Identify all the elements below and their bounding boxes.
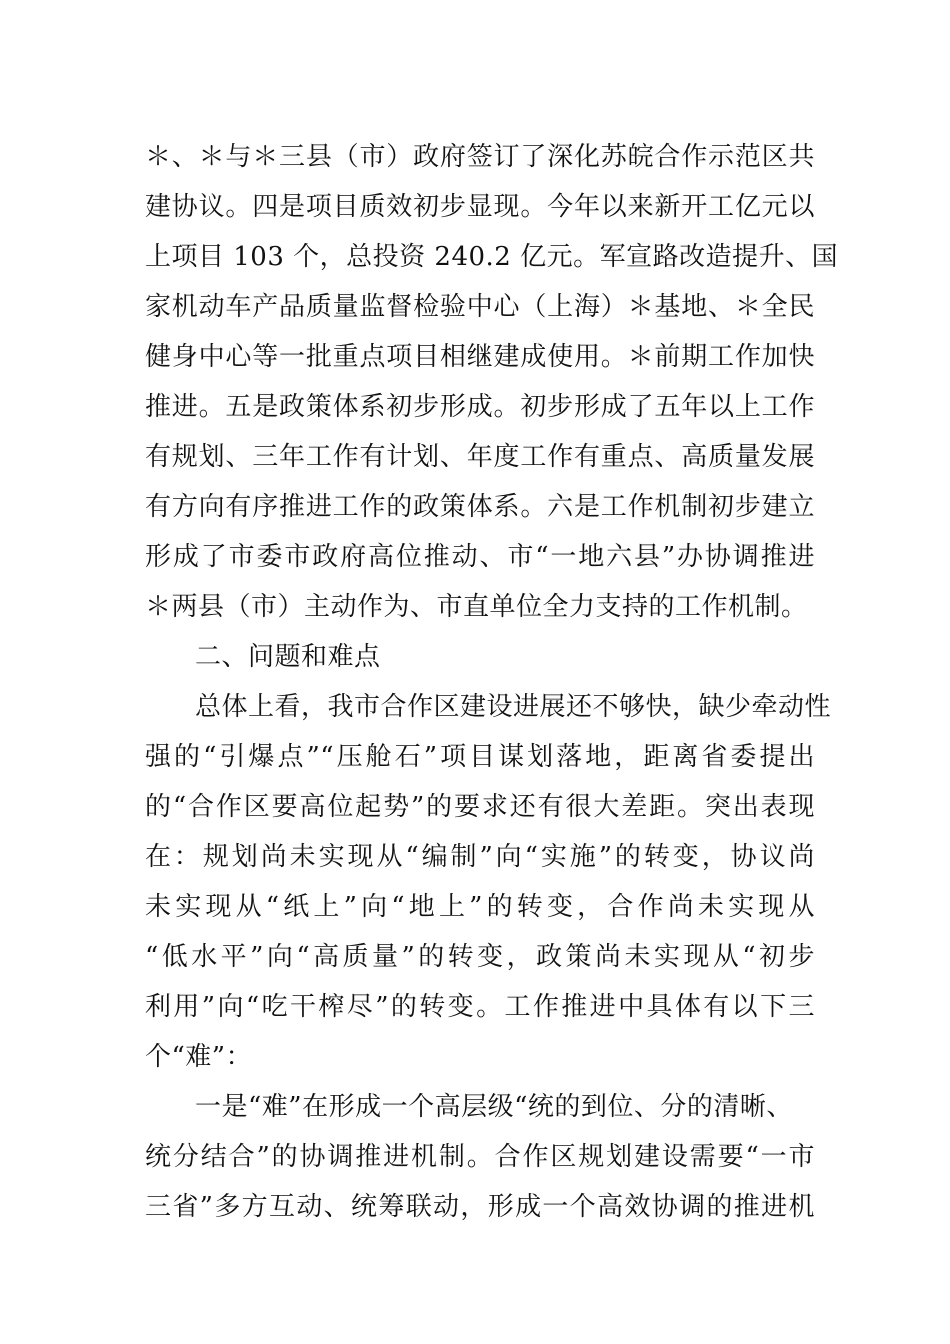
text-line-21: 统分结合”的协调推进机制。合作区规划建设需要“一市 <box>145 1142 815 1172</box>
text-line-17: “低水平”向“高质量”的转变，政策尚未实现从“初步 <box>145 942 815 972</box>
text-line-7: 有规划、三年工作有计划、年度工作有重点、高质量发展 <box>145 442 815 472</box>
text-line-22: 三省”多方互动、统筹联动，形成一个高效协调的推进机 <box>145 1192 815 1222</box>
text-line-5: 健身中心等一批重点项目相继建成使用。＊前期工作加快 <box>145 342 815 372</box>
text-line-3: 上项目 103 个，总投资 240.2 亿元。军宣路改造提升、国 <box>145 242 839 272</box>
text-line-13: 强的“引爆点”“压舱石”项目谋划落地，距离省委提出 <box>145 742 815 772</box>
text-line-8: 有方向有序推进工作的政策体系。六是工作机制初步建立 <box>145 492 815 522</box>
text-line-1: ＊、＊与＊三县（市）政府签订了深化苏皖合作示范区共 <box>145 142 815 172</box>
document-body <box>145 132 839 1232</box>
text-line-15: 在：规划尚未实现从“编制”向“实施”的转变，协议尚 <box>145 842 815 872</box>
section-heading: 二、问题和难点 <box>195 642 381 672</box>
text-line-10: ＊两县（市）主动作为、市直单位全力支持的工作机制。 <box>145 592 808 622</box>
text-line-6: 推进。五是政策体系初步形成。初步形成了五年以上工作 <box>145 392 815 422</box>
text-line-19: 个“难”： <box>145 1042 253 1072</box>
text-line-20: 一是“难”在形成一个高层级“统的到位、分的清晰、 <box>195 1092 793 1122</box>
text-line-16: 未实现从“纸上”向“地上”的转变，合作尚未实现从 <box>145 892 815 922</box>
text-line-12: 总体上看，我市合作区建设进展还不够快，缺少牵动性 <box>195 692 832 722</box>
text-line-14: 的“合作区要高位起势”的要求还有很大差距。突出表现 <box>145 792 815 822</box>
text-line-2: 建协议。四是项目质效初步显现。今年以来新开工亿元以 <box>145 192 815 222</box>
text-line-18: 利用”向“吃干榨尽”的转变。工作推进中具体有以下三 <box>145 992 815 1022</box>
text-line-4: 家机动车产品质量监督检验中心（上海）＊基地、＊全民 <box>145 292 815 322</box>
text-line-9: 形成了市委市政府高位推动、市“一地六县”办协调推进 <box>145 542 815 572</box>
